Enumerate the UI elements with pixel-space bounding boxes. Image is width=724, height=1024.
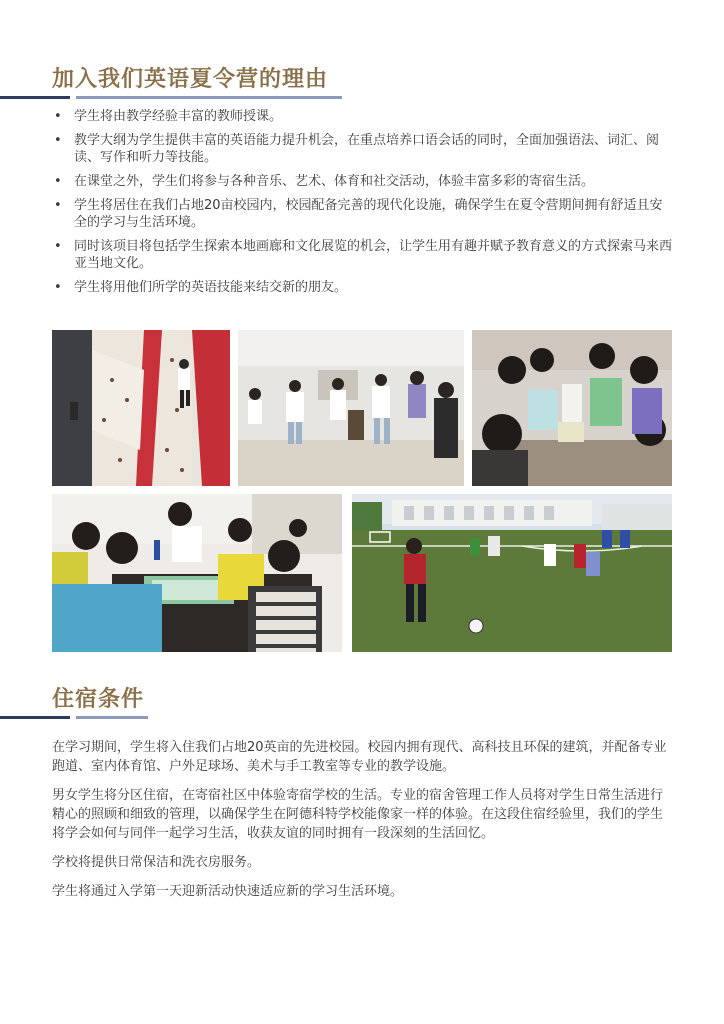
photo-board-game [52,494,342,652]
paragraph: 学生将通过入学第一天迎新活动快速适应新的学习生活环境。 [52,884,404,899]
list-item: • 在课堂之外，学生们将参与各种音乐、艺术、体育和社交活动，体验丰富多彩的寄宿生活。 [54,174,595,189]
list-item: • 学生将由教学经验丰富的教师授课。 [54,109,283,124]
paragraph: 在学习期间，学生将入住我们占地20英亩的先进校园。校园内拥有现代、高科技且环保的建筑，并配备专业跑道、室内体育馆、户外足球场、美术与手工教室等专业的教学设施。 [52,740,667,774]
section-accommodation-title: 住宿条件 [52,687,145,712]
accommodation-body [52,738,674,911]
heading-rule-dark [0,96,70,99]
list-item: • 同时该项目将包括学生探索本地画廊和文化展览的机会，让学生用有趣并赋予教育意义的方式探索马来西亚当地文化。 [54,239,673,271]
list-item: • 学生将用他们所学的英语技能来结交新的朋友。 [54,280,348,295]
list-item: • 学生将居住在我们占地20亩校园内，校园配备完善的现代化设施，确保学生在夏令营期间拥有舒适且安全的学习与生活环境。 [54,198,663,230]
list-item: • 教学大纲为学生提供丰富的英语能力提升机会，在重点培养口语会话的同时，全面加强语法、词汇、阅读、写作和听力等技能。 [54,133,660,165]
photo-science-activity [472,330,672,486]
section-reasons-title: 加入我们英语夏令营的理由 [52,67,329,92]
photo-climbing-wall [52,330,230,486]
heading-rule-dark [0,716,70,719]
heading-rule-light [76,96,342,99]
paragraph: 学校将提供日常保洁和洗衣房服务。 [52,855,261,870]
reasons-list [52,108,672,303]
heading-rule-light [76,716,148,719]
photo-football-field [352,494,672,652]
photo-group-discussion [238,330,464,486]
paragraph: 男女学生将分区住宿，在寄宿社区中体验寄宿学校的生活。专业的宿舍管理工作人员将对学生日常生活进行精心的照顾和细致的管理，以确保学生在阿德科特学校能像家一样的体验。在这段住宿经验里，我们的学生将学会如何与同伴一起学习生活，收获友谊的同时拥有一段深刻的生活回忆。 [52,788,664,841]
